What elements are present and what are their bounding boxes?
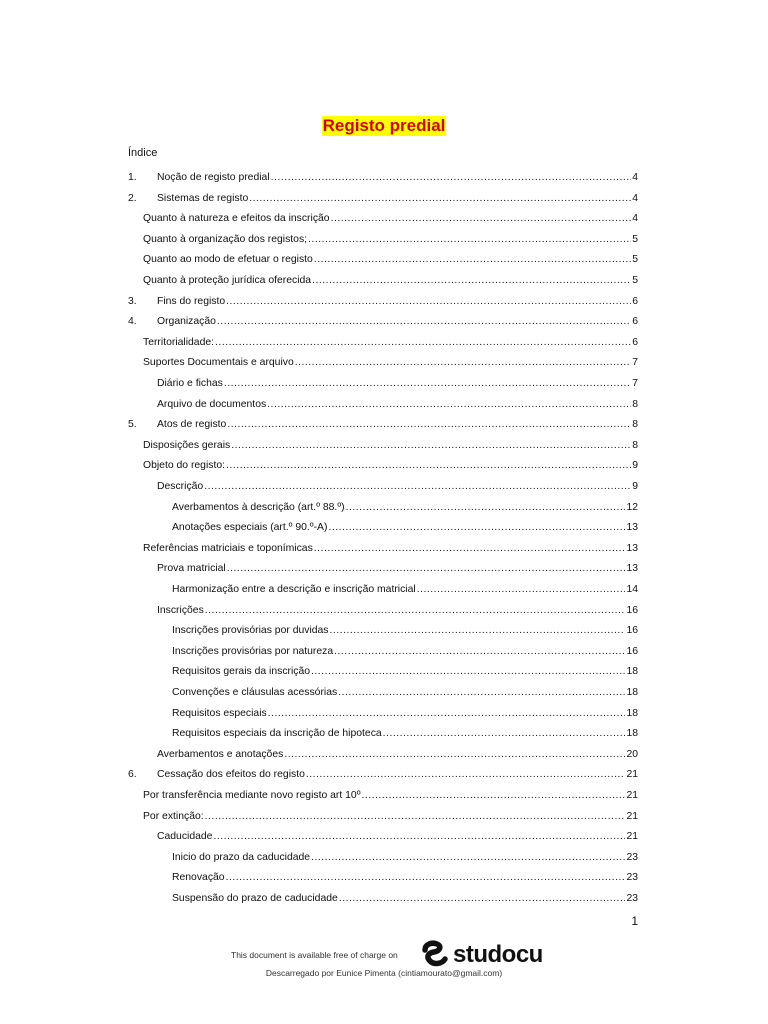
toc-dot-leader — [231, 436, 631, 457]
toc-entry-page: 18 — [626, 728, 638, 740]
toc-entry-label: Descrição — [157, 481, 204, 492]
toc-dot-leader — [312, 271, 631, 292]
toc-entry[interactable] — [157, 827, 638, 848]
toc-entry[interactable] — [157, 601, 638, 622]
toc-dot-leader — [311, 848, 625, 869]
toc-entry-label: Quanto ao modo de efetuar o registo — [143, 254, 313, 266]
toc-dot-leader — [217, 312, 631, 333]
studocu-logo-icon — [420, 940, 450, 970]
toc-dot-leader — [213, 827, 625, 848]
toc-entry-label: Cessação dos efeitos do registo — [157, 769, 305, 781]
toc-entry-page: 7 — [632, 357, 638, 369]
toc-entry[interactable] — [143, 209, 638, 230]
toc-entry-number: 2. — [128, 192, 137, 204]
toc-entry-page: 23 — [626, 851, 638, 863]
toc-entry-page: 16 — [626, 604, 638, 616]
toc-dot-leader — [267, 395, 631, 416]
toc-entry-label: Inscrições — [157, 604, 204, 616]
toc-entry[interactable] — [157, 559, 638, 580]
toc-entry[interactable] — [128, 312, 638, 333]
toc-dot-leader — [227, 559, 626, 580]
toc-entry-label: Requisitos especiais — [172, 707, 267, 719]
toc-entry-label: Averbamentos e anotações — [157, 748, 284, 760]
toc-entry-page: 23 — [626, 893, 638, 904]
toc-entry-label: Requisitos gerais da inscrição — [172, 666, 311, 678]
toc-dot-leader — [205, 807, 626, 828]
toc-entry[interactable] — [143, 786, 638, 807]
toc-entry-label: Inicio do prazo da caducidade — [172, 851, 311, 863]
toc-dot-leader — [330, 621, 626, 642]
toc-entry-page: 18 — [626, 707, 638, 719]
toc-entry[interactable] — [143, 230, 638, 251]
toc-dot-leader — [314, 250, 631, 271]
toc-entry-label: Inscrições provisórias por duvidas — [172, 625, 329, 637]
toc-entry-number: 4. — [128, 316, 137, 328]
toc-entry-page: 9 — [632, 481, 638, 492]
downloaded-by: Descarregado por Eunice Pimenta (cintiamourato@gmail.com) — [265, 968, 503, 978]
toc-entry[interactable] — [172, 848, 638, 869]
toc-entry-label: Suportes Documentais e arquivo — [143, 357, 294, 369]
toc-entry-number: 6. — [128, 769, 137, 781]
toc-dot-leader — [271, 168, 632, 189]
toc-entry[interactable] — [157, 477, 638, 498]
toc-entry[interactable] — [172, 642, 638, 663]
toc-entry-label: Organização — [157, 316, 216, 328]
toc-entry[interactable] — [172, 868, 638, 889]
toc-dot-leader — [417, 580, 626, 601]
toc-entry[interactable] — [157, 374, 638, 395]
toc-entry-page: 5 — [632, 233, 638, 245]
toc-entry[interactable] — [172, 683, 638, 704]
toc-entry-page: 13 — [626, 522, 638, 534]
toc-entry-label: Suspensão do prazo de caducidade — [172, 893, 338, 904]
toc-dot-leader — [334, 642, 625, 663]
toc-entry[interactable] — [172, 498, 638, 519]
toc-entry-label: Arquivo de documentos — [157, 398, 267, 410]
toc-entry-page: 20 — [626, 748, 638, 760]
toc-dot-leader — [362, 786, 626, 807]
toc-dot-leader — [308, 230, 631, 251]
toc-dot-leader — [383, 724, 626, 745]
toc-dot-leader — [226, 292, 631, 313]
toc-entry[interactable] — [128, 765, 638, 786]
toc-entry-page: 12 — [626, 501, 638, 513]
toc-dot-leader — [226, 868, 626, 889]
toc-entry-page: 14 — [626, 584, 638, 595]
toc-entry-page: 21 — [626, 790, 638, 801]
toc-entry-page: 18 — [626, 687, 638, 698]
page-number: 1 — [631, 914, 638, 928]
toc-entry-page: 13 — [626, 563, 638, 575]
toc-dot-leader — [295, 353, 631, 374]
toc-entry-label: Por transferência mediante novo registo art 10º — [143, 790, 361, 801]
toc-dot-leader — [314, 539, 626, 560]
toc-entry-label: Renovação — [172, 872, 225, 884]
toc-entry-page: 8 — [632, 398, 638, 410]
toc-entry-label: Prova matricial — [157, 563, 226, 575]
toc-entry-page: 16 — [626, 625, 638, 637]
toc-dot-leader — [331, 209, 632, 230]
toc-dot-leader — [311, 662, 625, 683]
toc-dot-leader — [204, 477, 631, 498]
toc-entry-label: Requisitos especiais da inscrição de hipoteca — [172, 728, 382, 740]
toc-entry-label: Fins do registo — [157, 295, 226, 307]
toc-entry[interactable] — [143, 456, 638, 477]
studocu-brand-name: studocu — [453, 941, 543, 968]
toc-entry-label: Caducidade — [157, 831, 213, 843]
toc-entry-page: 6 — [632, 336, 638, 348]
toc-entry-page: 6 — [632, 295, 638, 307]
toc-entry[interactable] — [172, 889, 638, 910]
studocu-brand[interactable] — [420, 940, 543, 970]
toc-entry-page: 4 — [632, 192, 638, 204]
toc-entry[interactable] — [172, 704, 638, 725]
toc-entry[interactable] — [143, 333, 638, 354]
toc-entry[interactable] — [143, 539, 638, 560]
toc-entry-label: Referências matriciais e toponímicas — [143, 542, 313, 554]
toc-entry-label: Inscrições provisórias por natureza — [172, 645, 334, 657]
footer — [0, 936, 768, 986]
toc-entry-number: 1. — [128, 172, 137, 183]
toc-entry-page: 9 — [632, 460, 638, 472]
toc-entry-page: 6 — [632, 316, 638, 328]
toc-entry-label: Objeto do registo: — [143, 460, 226, 472]
toc-entry-label: Diário e fichas — [157, 378, 223, 389]
toc-entry-page: 21 — [626, 831, 638, 843]
toc-entry[interactable] — [143, 436, 638, 457]
toc-entry[interactable] — [157, 395, 638, 416]
toc-entry-page: 23 — [626, 872, 638, 884]
toc-dot-leader — [226, 456, 631, 477]
toc-entry-label: Quanto à natureza e efeitos da inscrição — [143, 213, 330, 225]
toc-entry-page: 21 — [626, 810, 638, 822]
toc-entry-page: 5 — [632, 275, 638, 286]
toc-entry-label: Sistemas de registo — [157, 192, 249, 204]
toc-entry-page: 13 — [626, 542, 638, 554]
index-heading: Índice — [128, 147, 158, 159]
toc-entry[interactable] — [128, 168, 638, 189]
title-wrap — [0, 116, 768, 136]
toc-dot-leader — [339, 889, 626, 910]
footer-notice: This document is available free of charge on — [231, 950, 398, 960]
toc-entry[interactable] — [128, 189, 638, 210]
toc-entry-page: 7 — [632, 378, 638, 389]
toc-entry-number: 3. — [128, 295, 137, 307]
toc-dot-leader — [284, 745, 625, 766]
toc-entry-label: Quanto à organização dos registos; — [143, 233, 308, 245]
toc-entry-page: 5 — [632, 254, 638, 266]
toc-entry[interactable] — [172, 724, 638, 745]
toc-entry-number: 5. — [128, 419, 137, 431]
toc-dot-leader — [328, 518, 625, 539]
toc-entry[interactable] — [143, 807, 638, 828]
toc-entry-label: Atos de registo — [157, 419, 227, 431]
toc-entry[interactable] — [172, 662, 638, 683]
toc-entry-label: Disposições gerais — [143, 439, 231, 451]
toc-entry[interactable] — [172, 580, 638, 601]
toc-entry-page: 4 — [632, 213, 638, 225]
toc-dot-leader — [205, 601, 626, 622]
toc-dot-leader — [306, 765, 626, 786]
toc-entry-page: 8 — [632, 439, 638, 451]
toc-entry-label: Noção de registo predial — [157, 172, 270, 183]
toc-entry[interactable] — [128, 415, 638, 436]
toc-entry[interactable] — [143, 250, 638, 271]
toc-entry-page: 8 — [632, 419, 638, 431]
toc-entry-label: Anotações especiais (art.º 90.º-A) — [172, 522, 328, 534]
toc-entry-label: Convenções e cláusulas acessórias — [172, 687, 338, 698]
toc-entry-label: Por extinção: — [143, 810, 204, 822]
toc-entry[interactable] — [157, 745, 638, 766]
toc-entry-page: 18 — [626, 666, 638, 678]
document-title: Registo predial — [322, 116, 446, 135]
toc-dot-leader — [346, 498, 626, 519]
toc-dot-leader — [215, 333, 631, 354]
toc-entry-page: 4 — [632, 172, 638, 183]
toc-dot-leader — [249, 189, 631, 210]
toc-entry[interactable] — [143, 271, 638, 292]
toc-entry[interactable] — [172, 621, 638, 642]
toc-entry[interactable] — [143, 353, 638, 374]
toc-entry-label: Quanto à proteção jurídica oferecida — [143, 275, 312, 286]
toc-dot-leader — [224, 374, 631, 395]
toc-entry[interactable] — [128, 292, 638, 313]
toc-entry-page: 16 — [626, 645, 638, 657]
toc-entry-page: 21 — [626, 769, 638, 781]
toc-dot-leader — [268, 704, 626, 725]
toc-entry-label: Territorialidade: — [143, 336, 215, 348]
toc-entry[interactable] — [172, 518, 638, 539]
toc-entry-label: Averbamentos à descrição (art.º 88.º) — [172, 501, 345, 513]
toc-dot-leader — [338, 683, 625, 704]
toc-dot-leader — [227, 415, 631, 436]
toc-entry-label: Harmonização entre a descrição e inscrição matricial — [172, 584, 416, 595]
